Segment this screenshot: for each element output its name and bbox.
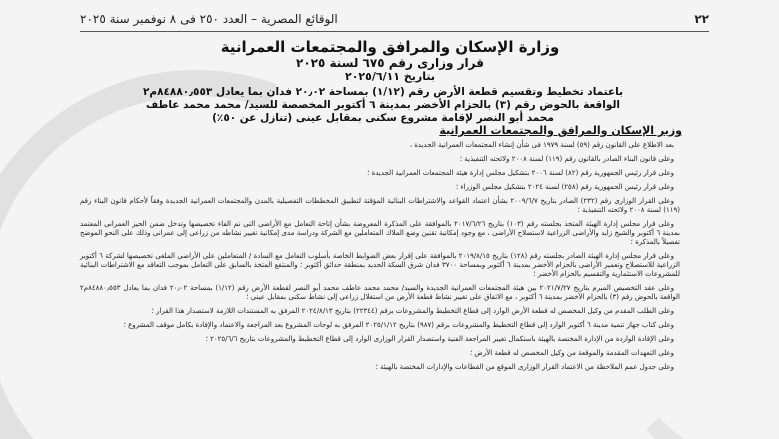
decree-number: قرار وزارى رقم ٦٧٥ لسنة ٢٠٢٥	[296, 56, 484, 70]
body-paragraph: وعلى كتاب جهاز تنمية مدينة ٦ أكتوبر الوارد إلى قطاع التخطيط والمشروعات برقم (٩٨٧) بتاريخ ٢٠٢٥/١/١٢ المرفق به لوحات المشروع بعد المراجعة والاعتماد والإفادة بكامل موقف المشروع ؛	[123, 321, 674, 329]
subject-line: محمد أبو النصر لإقامة مشروع سكنى بمقابل عينى (تنازل عن ٥٠٪)	[212, 112, 554, 124]
body-paragraph: وعلى الطلب المقدم من وكيل المخصص له قطعة الأرض الوارد إلى قطاع التخطيط والمشروعات برقم (٢٢٣٤٤) بتاريخ ٢٠٢٤/٨/١٣ المرفق به المستندات اللازمة لاستصدار هذا القرار ؛	[151, 307, 674, 315]
body-paragraph: وعلى جدول عمم الملاحظة من الاعتماد القرار الوزارى الموقع من القطاعات والإدارات المختصة بالهيئة ؛	[375, 363, 674, 371]
decree-title-block	[110, 38, 670, 83]
decree-body	[80, 141, 680, 377]
header-rule	[80, 31, 709, 32]
body-paragraph: وعلى قرار مجلس إدارة الهيئة المتخذ بجلسته رقم (١٠٣) بتاريخ ٢٠١٧/٦/٢٦ بالموافقة على المذكرة المعروضة بشأن إتاحة التعامل مع الأراضى التى تم الفاء تخصيصها وتدخل ضمن الحيز العمرانى المعتمد بمدينة ٦ أكتوبر والشيخ زايد والأراضى الزراعية لاستصلاح الأراضى ، مع وجود إمكانية تقنين وضع الملاك المتعاملين مع الشركة ودراسة مدى إمكانية تغيير نشاطه من زراعى إلى عمرانى وذلك على النحو الموضح تفصيلاً بالمذكرة ؛	[80, 220, 680, 246]
body-paragraph: وعلى التعهدات المقدمة والموقعة من وكيل المخصص له قطعة الأرض ؛	[469, 349, 674, 357]
body-paragraph: وعلى قرار رئيس الجمهورية رقم (٢٥٨) لسنة ٢٠٢٤ بتشكيل مجلس الوزراء ؛	[455, 183, 674, 191]
decree-subject	[82, 86, 684, 125]
body-paragraph: وعلى قرار مجلس إدارة الهيئة الصادر بجلسته رقم (١٢٨) بتاريخ ٢٠١٩/٨/١٥ بالموافقة على إقرار بعض الضوابط الخاصة بأسلوب التعامل مع السادة / المتعاملين على الأراضى الملغى تخصيصها لشركة ٦ أكتوبر الزراعية للاستصلاح وتعمير الأراضى بالحزام الأخضر بمدينة ٦ أكتوبر وبمساحة ٣٧٠٠ فدان شرق السكة الحديد بمنطقة حدائق أكتوبر ؛ والمنتفع المتخذ بالسابق على التعامل بموجب التعاقد مع الاشتراطات البنائية للمشروعات الاستثمارية والتقسيم بالحزام الأخضر ؛	[80, 252, 680, 278]
body-paragraph: بعد الاطلاع على القانون رقم (٥٩) لسنة ١٩٧٩ فى شأن إنشاء المجتمعات العمرانية الجديدة ،	[409, 141, 674, 149]
body-paragraph: وعلى الإفادة الواردة من الإدارة المختصة بالهيئة باستكمال تغيير المراجعة الفنية واستصدار القرار الوزارى الوارد إلى قطاع التخطيط والمشروعات بتاريخ ٢٠٢٥/٦/٦ ؛	[205, 335, 674, 343]
body-paragraph: وعلى قرار رئيس الجمهورية رقم (٨٢) لسنة ٢٠٠٦ بتشكيل مجلس إدارة هيئة المجتمعات العمرانية الجديدة ؛	[367, 169, 674, 177]
ministry-name: وزارة الإسكان والمرافق والمجتمعات العمرانية	[220, 38, 560, 56]
body-paragraph: وعلى قانون البناء الصادر بالقانون رقم (١١٩) لسنة ٢٠٠٨ ولائحته التنفيذية ؛	[459, 155, 674, 163]
subject-line: الواقعة بالحوض رقم (٣) بالحزام الأخضر بمدينة ٦ أكتوبر المخصصة للسيد/ محمد محمد عاطف	[145, 99, 621, 111]
publication-line: الوقائع المصرية – العدد ٢٥٠ فى ٨ نوفمبر سنة ٢٠٢٥	[80, 12, 338, 26]
page-number: ٢٢	[694, 12, 709, 26]
minister-title: وزير الإسكان والمرافق والمجتمعات العمرانية	[439, 124, 682, 137]
subject-line: باعتماد تخطيط وتقسيم قطعة الأرض رقم (١/١٢) بمساحة ٢٠٫٠٢ فدان بما يعادل ٨٤٨٨٠٫٥٥٣م٢	[142, 86, 624, 98]
body-paragraph: وعلى القرار الوزارى رقم (٢٣٢) الصادر بتاريخ ٢٠٠٩/٦/٧ بشأن اعتماد القواعد والاشتراطات البنائية المؤقتة لتطبيق المخططات التفصيلية بالمدن والمجتمعات العمرانية الجديدة وفقاً لأحكام قانون البناء رقم (١١٩) لسنة ٢٠٠٨ ولائحته التنفيذية ؛	[80, 197, 680, 214]
body-paragraph: وعلى عقد التخصيص المبرم بتاريخ ٢٠٢١/٧/٢٧ بين هيئة المجتمعات العمرانية الجديدة والسيد/ محمد محمد عاطف محمد أبو النصر لقطعة الأرض رقم (١/١٢) بمساحة ٢٠٫٠٢ فدان بما يعادل ٨٤٨٨٠٫٥٥٣م٢ الواقعة بالحوض رقم (٣) بالحزام الأخضر بمدينة ٦ أكتوبر ، مع الاتفاق على تغيير نشاط قطعة الأرض من استغلال زراعى إلى نشاط سكنى بمقابل عينى ؛	[80, 284, 680, 301]
decree-date: بتاريخ ٢٠٢٥/٦/١١	[344, 70, 436, 83]
running-header	[80, 12, 709, 26]
